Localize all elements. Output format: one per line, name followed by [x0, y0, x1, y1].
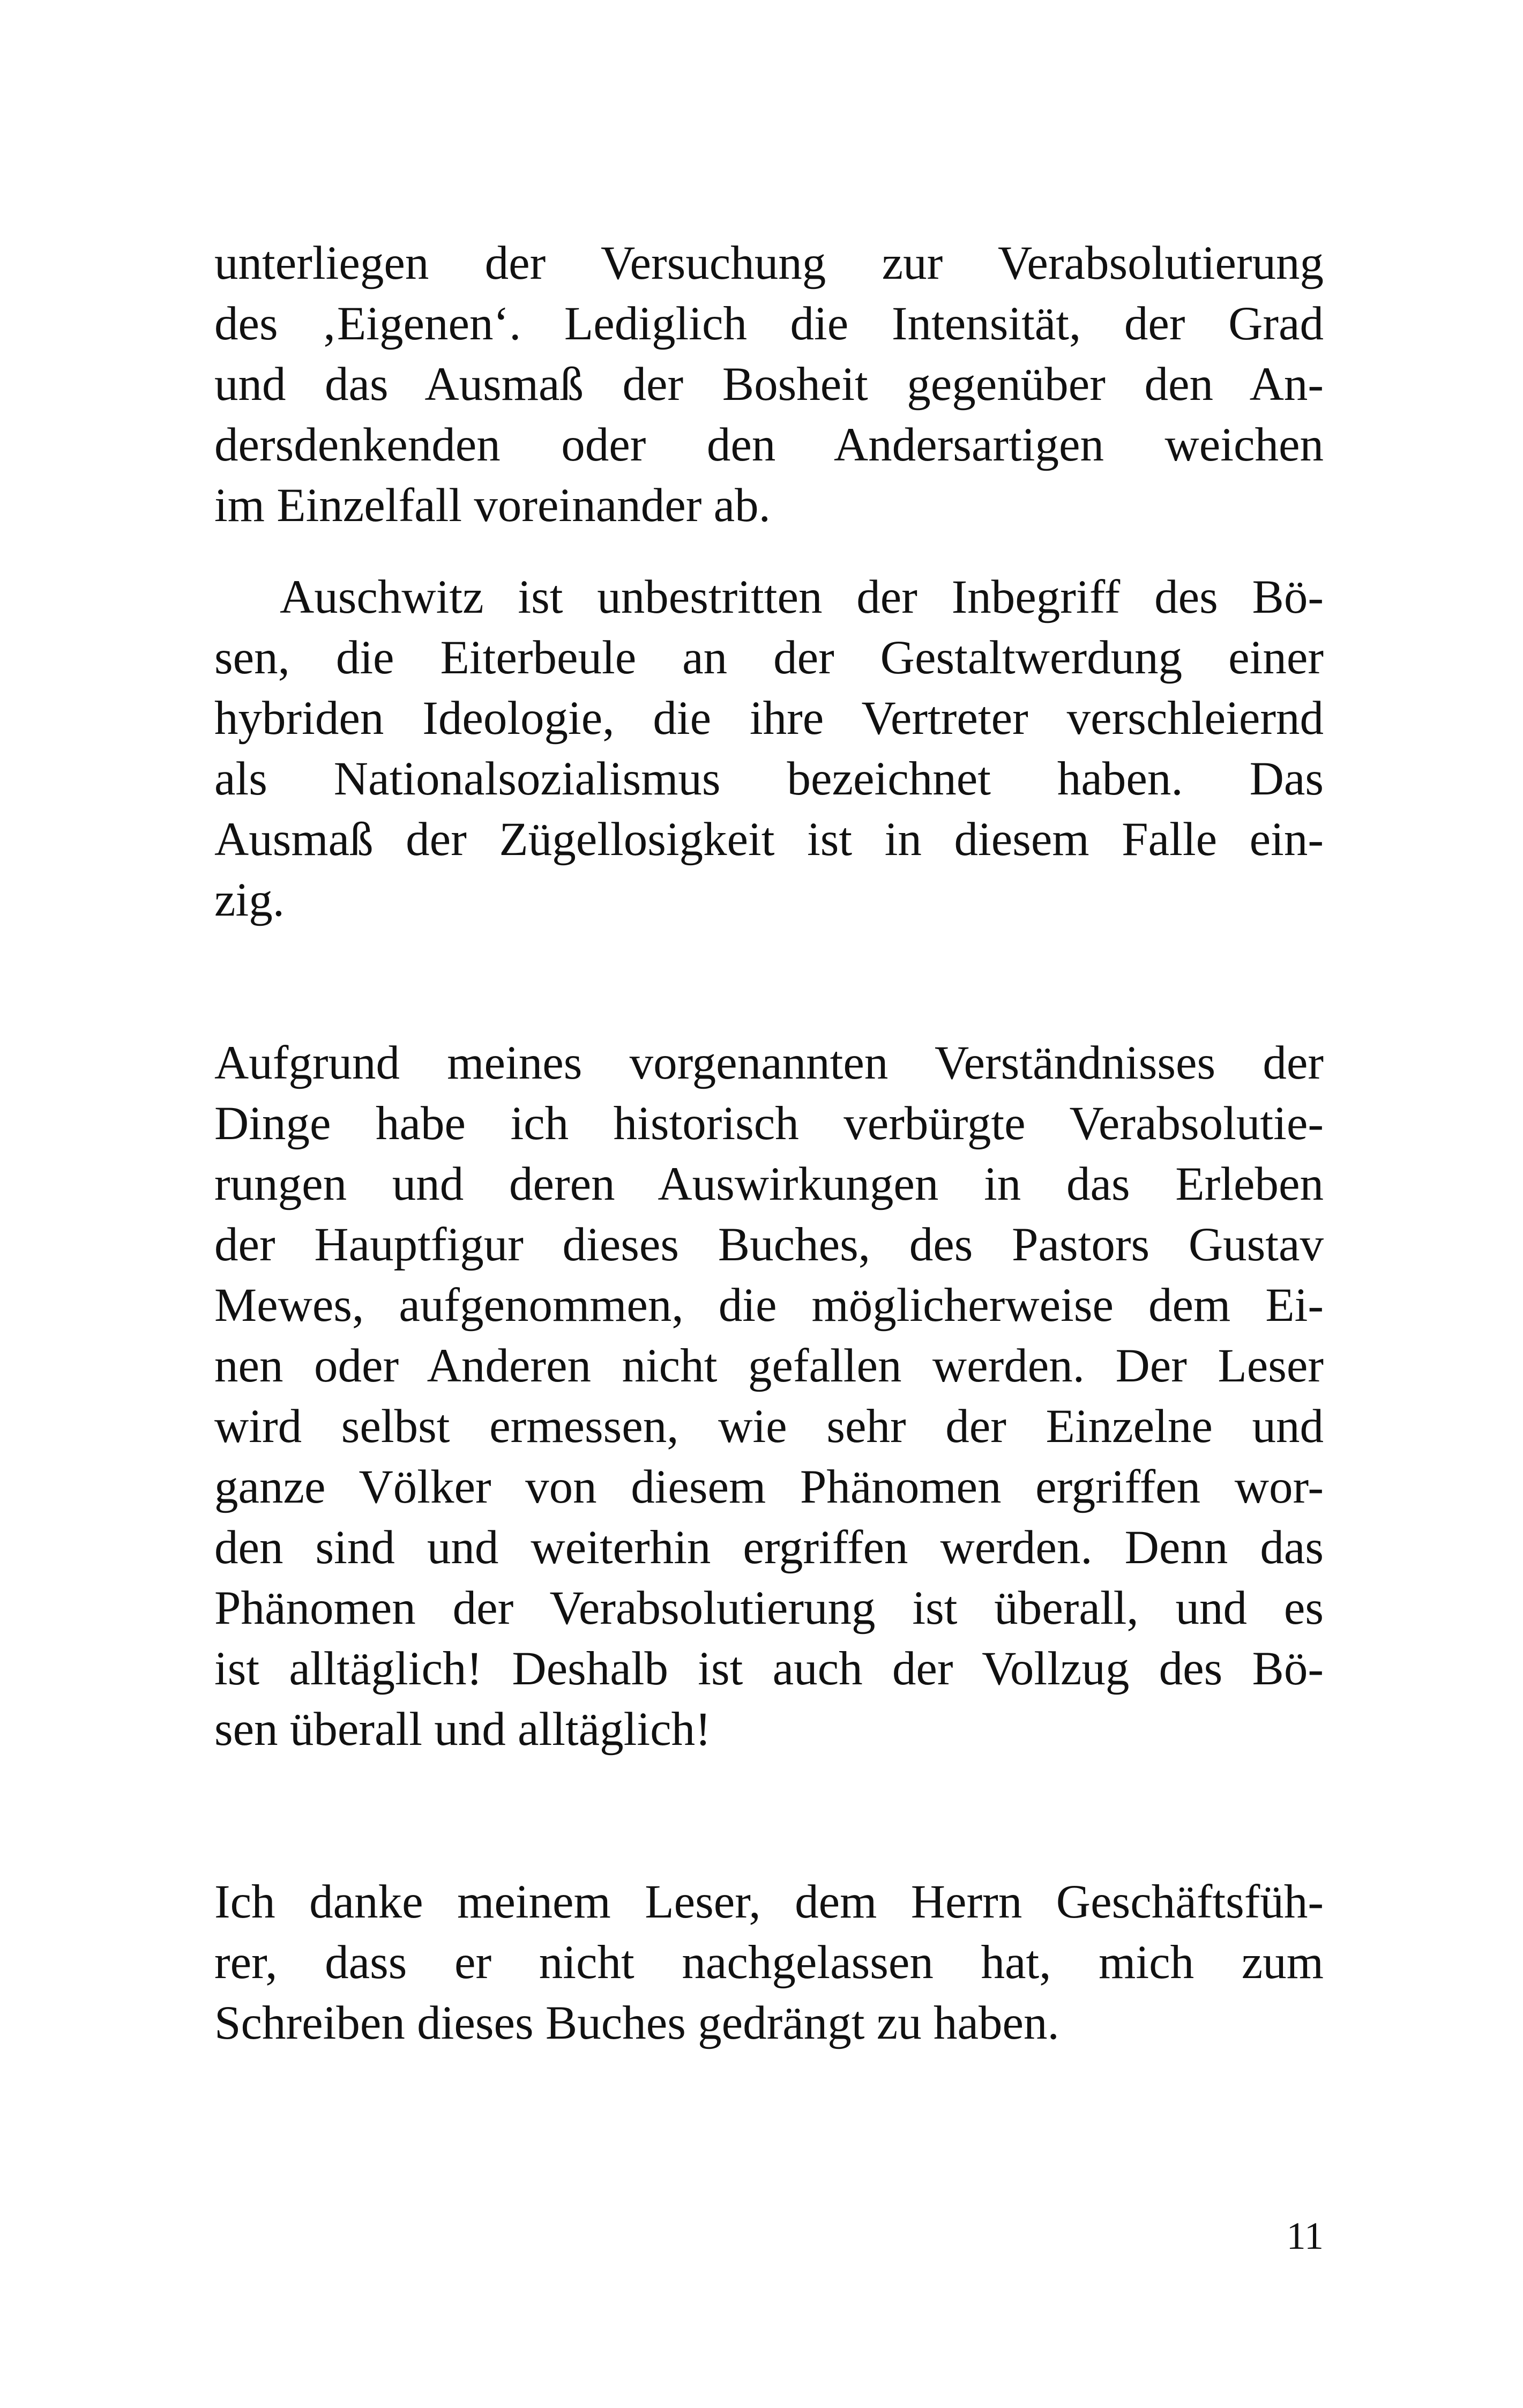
text-line: Dinge habe ich historisch verbürgte Verabsolutie-: [214, 1097, 1324, 1150]
text-line: Aufgrund meines vorgenannten Verständnisses der: [214, 1037, 1324, 1089]
paragraph-3: [214, 1033, 1324, 1760]
text-line: sen überall und alltäglich!: [214, 1703, 711, 1756]
text-line: Ausmaß der Zügellosigkeit ist in diesem Falle ein-: [214, 813, 1324, 866]
text-line: ganze Völker von diesem Phänomen ergriffen wor-: [214, 1461, 1324, 1513]
text-line: zig.: [214, 874, 285, 926]
page-number: 11: [1286, 2214, 1324, 2257]
text-line: wird selbst ermessen, wie sehr der Einzelne und: [214, 1400, 1324, 1453]
text-line: Phänomen der Verabsolutierung ist überall, und es: [214, 1582, 1324, 1634]
text-line: hybriden Ideologie, die ihre Vertreter verschleiernd: [214, 692, 1324, 745]
text-line: als Nationalsozialismus bezeichnet haben. Das: [214, 753, 1324, 805]
text-line: nen oder Anderen nicht gefallen werden. Der Leser: [214, 1340, 1324, 1392]
text-line: ist alltäglich! Deshalb ist auch der Vollzug des Bö-: [214, 1643, 1324, 1695]
text-line: der Hauptfigur dieses Buches, des Pastors Gustav: [214, 1218, 1324, 1271]
text-line: Ich danke meinem Leser, dem Herrn Geschäftsfüh-: [214, 1876, 1324, 1928]
text-line: rer, dass er nicht nachgelassen hat, mich zum: [214, 1936, 1324, 1989]
text-line: Mewes, aufgenommen, die möglicherweise dem Ei-: [214, 1279, 1324, 1332]
text-line: den sind und weiterhin ergriffen werden. Denn das: [214, 1521, 1324, 1574]
text-line: und das Ausmaß der Bosheit gegenüber den An-: [214, 358, 1324, 411]
text-line: des ‚Eigenen‘. Lediglich die Intensität, der Grad: [214, 298, 1324, 350]
text-line: sen, die Eiterbeule an der Gestaltwerdung einer: [214, 631, 1324, 684]
text-line: unterliegen der Versuchung zur Verabsolutierung: [214, 237, 1324, 289]
text-line: Auschwitz ist unbestritten der Inbegriff des Bö-: [280, 571, 1324, 623]
text-line: Schreiben dieses Buches gedrängt zu haben.: [214, 1997, 1059, 2049]
paragraph-4: [214, 1872, 1324, 2054]
text-line: im Einzelfall voreinander ab.: [214, 479, 771, 532]
text-line: rungen und deren Auswirkungen in das Erleben: [214, 1158, 1324, 1210]
paragraph-1: [214, 233, 1324, 536]
text-line: dersdenkenden oder den Andersartigen weichen: [214, 419, 1324, 471]
paragraph-2: [214, 567, 1324, 931]
